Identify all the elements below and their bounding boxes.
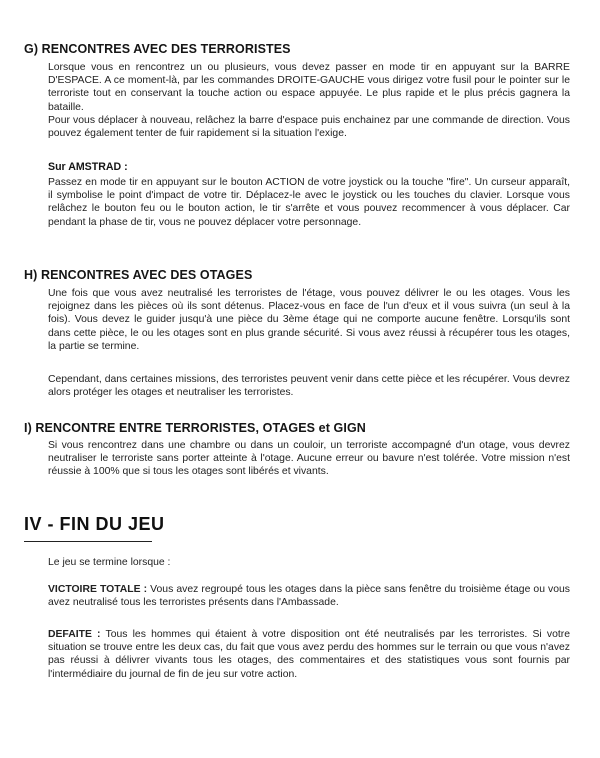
defaite-text: Tous les hommes qui étaient à votre disposition ont été neutralisés par les terroristes. Si votre situation se trouve entre les deux cas, du fait que vous avez perdu des hommes sur le terrain ou que vous n'avez pas réussi à délivrer vivants tous les otages, des commentaires et des statistiques vous sont fournis par l'intermédiaire du journal de fin de jeu sur votre action.: [48, 629, 570, 680]
section-g-body: [48, 61, 570, 140]
section-g-paragraph-2: Pour vous déplacer à nouveau, relâchez la barre d'espace puis enchainez par une commande de direction. Vous pouvez également tenter de fuir rapidement si la situation l'exige.: [48, 114, 570, 140]
section-i-heading: I) RENCONTRE ENTRE TERRORISTES, OTAGES et GIGN: [24, 421, 366, 435]
section-g-heading: G) RENCONTRES AVEC DES TERRORISTES: [24, 42, 291, 56]
victoire-paragraph: [48, 583, 570, 609]
title-underline: [24, 541, 152, 542]
defaite-label: DEFAITE :: [48, 629, 101, 640]
victoire-label: VICTOIRE TOTALE :: [48, 584, 148, 595]
section-h-heading: H) RENCONTRES AVEC DES OTAGES: [24, 268, 253, 282]
section-g-paragraph-1: Lorsque vous en rencontrez un ou plusieurs, vous devez passer en mode tir en appuyant sur la BARRE D'ESPACE. A ce moment-là, par les commandes DROITE-GAUCHE vous dirigez votre fusil pour le pointer sur le terroriste tout en conservant la touche action ou espace appuyée. Le plus rapide et le plus précis gagnera la bataille.: [48, 62, 570, 113]
end-intro-text: Le jeu se termine lorsque :: [48, 557, 171, 568]
section-i-body: [48, 439, 570, 479]
amstrad-subheading: Sur AMSTRAD :: [48, 161, 128, 173]
section-h-body-2: [48, 373, 570, 399]
section-iv-title: IV - FIN DU JEU: [24, 514, 165, 534]
end-intro: [48, 556, 570, 569]
amstrad-body: [48, 176, 570, 229]
amstrad-paragraph: Passez en mode tir en appuyant sur le bouton ACTION de votre joystick ou la touche "fire". Un curseur apparaît, il symbolise le point d'impact de votre tir. Déplacez-le avec le joystick ou les touches du clavier. Lorsque vous relâchez le bouton feu ou le bouton action, le tir s'arrête et vous pouvez recommencer à vous déplacer. Car pendant la phase de tir, vous ne pouvez déplacer votre personnage.: [48, 177, 570, 228]
victoire-text: Vous avez regroupé tous les otages dans la pièce sans fenêtre du troisième étage ou vous avez neutralisé tous les terroristes présents dans l'Ambassade.: [48, 584, 570, 609]
section-h-paragraph-2: Cependant, dans certaines missions, des terroristes peuvent venir dans cette pièce et les récupérer. Vous devrez alors protéger les otages et neutraliser les terroristes.: [48, 374, 570, 399]
section-h-body: [48, 287, 570, 353]
defaite-block: [48, 628, 570, 681]
section-h-paragraph-1: Une fois que vous avez neutralisé les terroristes de l'étage, vous pouvez délivrer le ou les otages. Vous les rejoignez dans les pièces où ils sont détenus. Placez-vous en face de l'un d'eux et il vous suivra (un seul à la fois). Vous devez le guider jusqu'à une pièce du 3ème étage qui ne comporte aucune fenêtre. Lorsqu'ils sont dans cette pièce, le ou les otages sont en plus grande sécurité. Si vous avez réussi à récupérer tous les otages, la partie se termine.: [48, 288, 570, 352]
defaite-paragraph: [48, 628, 570, 681]
victoire-block: [48, 583, 570, 609]
section-i-paragraph-1: Si vous rencontrez dans une chambre ou dans un couloir, un terroriste accompagné d'un otage, vous devrez neutraliser le terroriste sans porter atteinte à l'otage. Aucune erreur ou bavure n'est tolérée. Votre mission n'est réussie à 100% que si tous les otages sont libérés et vivants.: [48, 440, 570, 478]
